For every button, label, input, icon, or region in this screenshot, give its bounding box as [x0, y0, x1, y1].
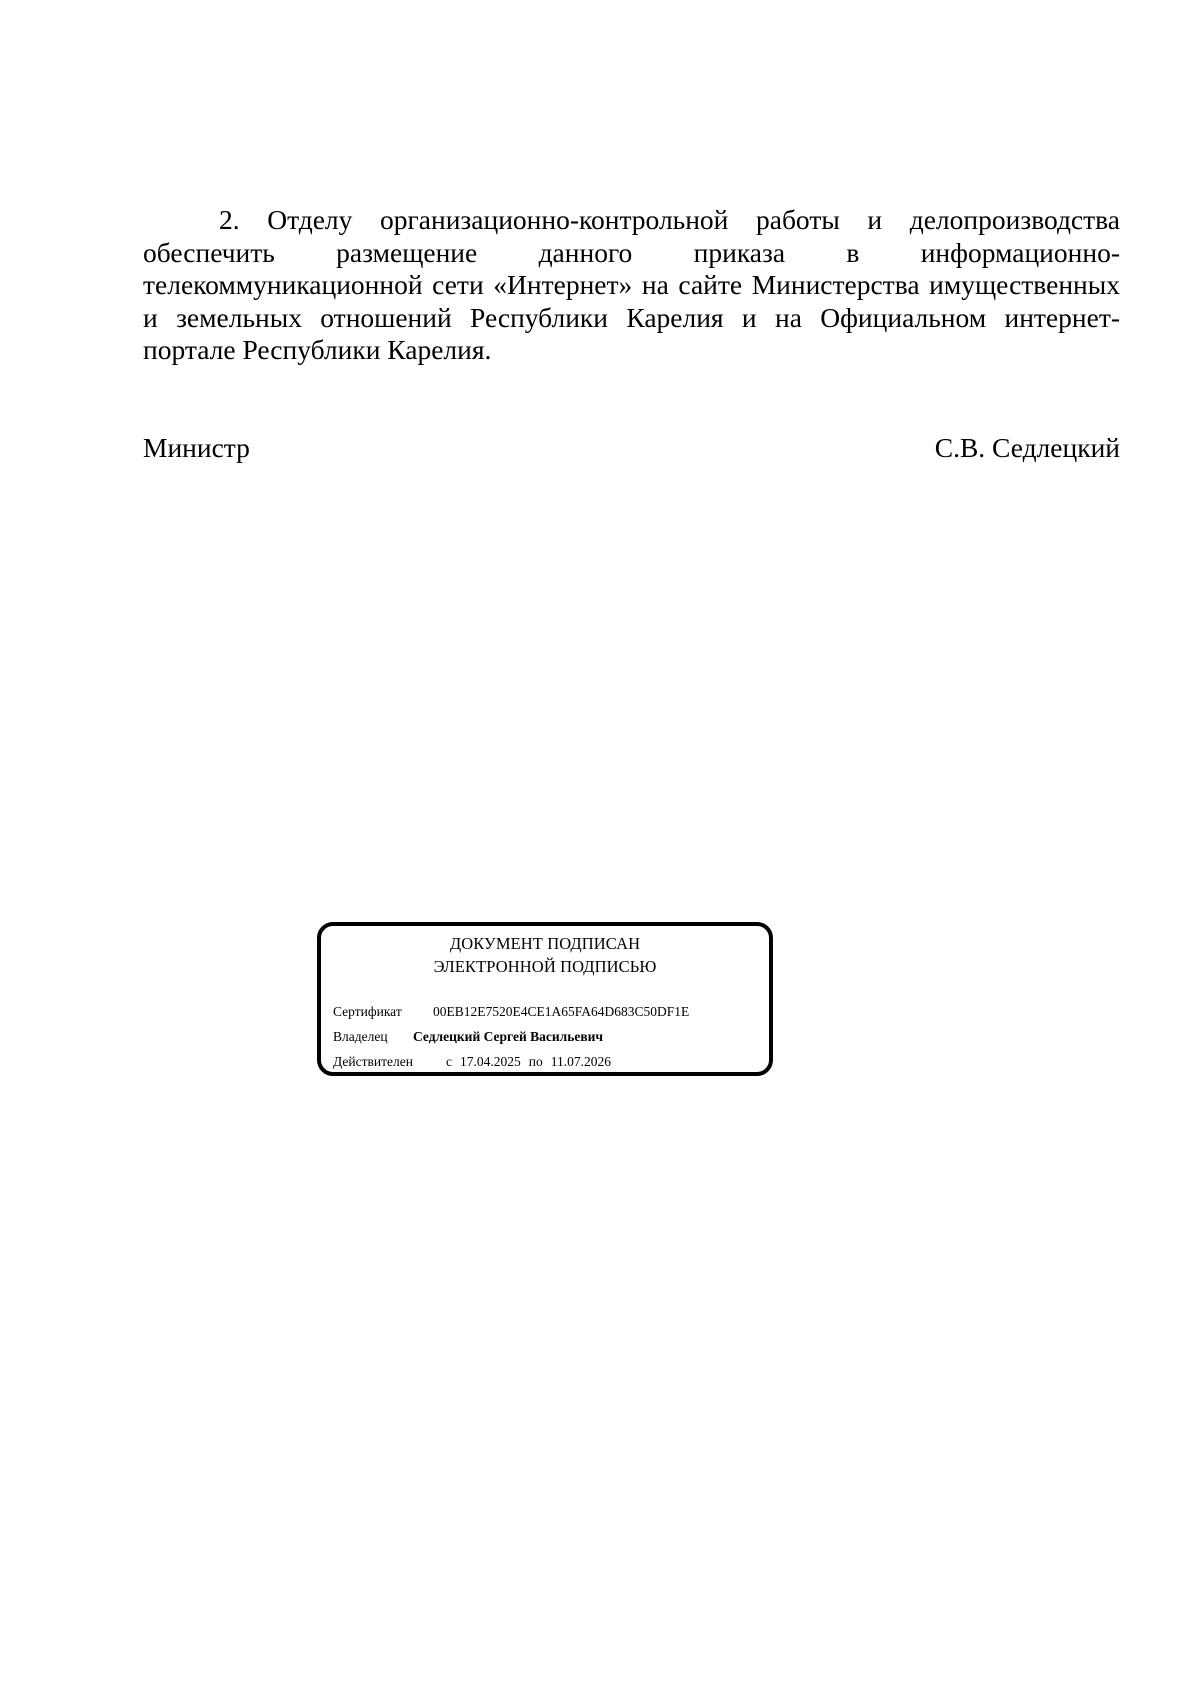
stamp-owner-row: [333, 1029, 603, 1045]
certificate-label: Сертификат: [333, 1004, 402, 1019]
stamp-validity-row: [333, 1054, 611, 1070]
owner-value: Седлецкий Сергей Васильевич: [413, 1029, 604, 1044]
valid-from-date: 17.04.2025: [460, 1054, 521, 1069]
valid-to-date: 11.07.2026: [550, 1054, 611, 1069]
signature-block: [143, 432, 1120, 464]
stamp-title-line-2: ЭЛЕКТРОННОЙ ПОДПИСЬЮ: [433, 957, 657, 976]
signatory-name: С.В. Седлецкий: [934, 432, 1120, 463]
valid-to-prefix: по: [528, 1054, 543, 1069]
order-paragraph-2: 2. Отделу организационно-контрольной работы и делопроизводства обеспечить размещение данного приказа в информационно-телекоммуникационной сети «Интернет» на сайте Министерства имущественных и земельных отношений Республики Карелия и на Официальном интернет-портале Республики Карелия.: [143, 204, 1120, 365]
electronic-signature-stamp: [317, 922, 773, 1076]
certificate-value: 00EB12E7520E4CE1A65FA64D683C50DF1E: [433, 1004, 690, 1019]
signatory-position: Министр: [143, 432, 250, 463]
valid-from-prefix: с: [446, 1054, 452, 1069]
valid-label: Действителен: [333, 1054, 413, 1069]
owner-label: Владелец: [333, 1029, 388, 1044]
stamp-title-line-1: ДОКУМЕНТ ПОДПИСАН: [449, 934, 641, 953]
stamp-certificate-row: [333, 1004, 689, 1020]
